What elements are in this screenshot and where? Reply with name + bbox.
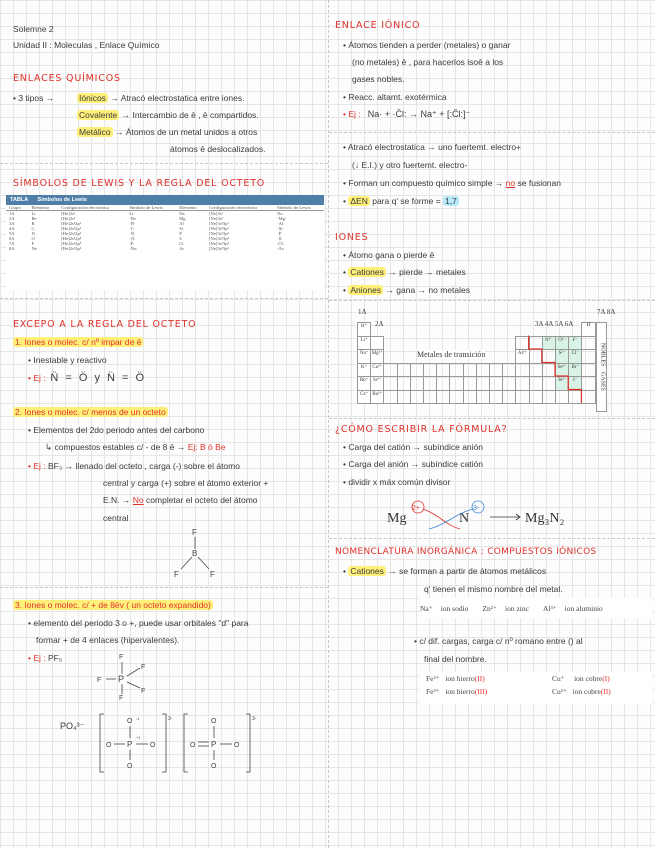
mg3n2-diagram	[385, 495, 595, 535]
n-symbol: N	[459, 511, 470, 526]
lewis-cell: [Ne]3s²3p¹	[209, 221, 229, 226]
group-2a: 2A	[375, 320, 384, 328]
lewis-cell: Na·	[277, 211, 284, 216]
lewis-cell: B	[31, 221, 35, 226]
lewis-cell: 5A	[9, 231, 15, 236]
lewis-cell: Si	[179, 226, 184, 231]
lewis-cell: Mg	[179, 216, 186, 221]
element-cell: H⁺	[357, 322, 371, 337]
periodic-grid	[357, 322, 629, 410]
atom-o: O	[234, 742, 240, 749]
excep-s3b: formar + de 4 enlaces (hipervalentes).	[36, 635, 180, 645]
lewis-col-header: Elemento	[31, 205, 50, 210]
lewis-col-header: Símbolo de Lewis	[129, 205, 163, 210]
excep-s2b: ↳ compuestos estables c/ - de 8 ē → Ej: B ó Be	[45, 442, 226, 452]
ionico-title: ENLACE IÓNICO	[335, 20, 421, 31]
element-cell: Ba²⁺	[370, 390, 384, 405]
ionico-l1: • Átomos tienden a perder (metales) o ganar	[343, 40, 511, 50]
element-cell: Br⁻	[568, 363, 582, 378]
lewis-cell: Ar	[179, 246, 185, 251]
ionico-l5: • Ej : Na· + ·C̈l: → Na⁺ + [:C̈l:]⁻	[343, 109, 471, 119]
nomen-l3: • c/ dif. cargas, carga c/ nº romano entre () al	[414, 636, 583, 646]
lewis-cell: ·Be·	[129, 216, 138, 221]
lewis-cell: Li	[31, 211, 36, 216]
divider	[0, 163, 328, 164]
lewis-cell: ·Ċ·	[129, 226, 136, 231]
enlaces-title: ENLACES QUÍMICOS	[13, 73, 121, 84]
lewis-cell: N	[31, 231, 35, 236]
fe2-row: Fe²⁺ ion hierro(II)	[426, 674, 485, 683]
atom-o: O	[127, 763, 133, 770]
ionico-l6: • Atracó electrostatica → uno fuertemt. electro+	[343, 142, 522, 152]
atom-p: P	[127, 740, 133, 749]
ionico-l8: • Forman un compuesto químico simple → no se fusionan	[343, 178, 561, 188]
element-cell: S²⁻	[555, 349, 569, 364]
noble-label: NOBLES	[599, 342, 606, 367]
excep-s2d: central y carga (+) sobre el átomo exterior +	[103, 478, 269, 488]
lewis-cell: Al	[179, 221, 184, 226]
lewis-cell: [He]2s²2p⁴	[61, 236, 82, 241]
element-cell: F⁻	[568, 336, 582, 351]
lewis-cell: ·S̈:	[277, 236, 283, 241]
lewis-table-body	[6, 205, 324, 251]
excep-s1: 1. Iones o molec. c/ nº impar de ē	[15, 337, 142, 347]
element-cell: Rb⁺	[357, 376, 371, 391]
lewis-cell: [Ne]3s²	[209, 216, 223, 221]
formula-title: ¿CÓMO ESCRIBIR LA FÓRMULA?	[335, 424, 508, 435]
mg-symbol: Mg	[387, 511, 407, 526]
lewis-cell: [Ne]3s¹	[209, 211, 223, 216]
lewis-col-header: Elemento	[179, 205, 197, 210]
atom-f: F	[141, 688, 146, 695]
lewis-cell: [Ne]3s²3p³	[209, 231, 229, 236]
lewis-cell: [Ne]3s²3p²	[209, 226, 229, 231]
lewis-cell: ·Ḃ·	[129, 221, 136, 226]
enlace-metalico-cont: átomos ē deslocalizados.	[170, 144, 266, 154]
lewis-table	[6, 195, 324, 290]
product: Mg₃N₂	[525, 511, 565, 526]
boundary-line	[529, 336, 582, 404]
lewis-cell: [Ne]3s²3p⁶	[209, 246, 230, 251]
ionico-l4: • Reacc. altamt. exotérmica	[343, 92, 447, 102]
lewis-cell: [Ne]3s²3p⁵	[209, 241, 230, 246]
ionico-l3: gases nobles.	[352, 74, 405, 84]
excep-s3c: • Ej : PF₅	[28, 653, 63, 663]
excep-s1a: • Inestable y reactivo	[28, 355, 107, 365]
excep-s3: 3. Iones o molec. c/ + de 8ēv ( un octeto expandido)	[15, 600, 211, 610]
lewis-cell: S	[179, 236, 182, 241]
iones-title: IONES	[335, 232, 369, 243]
enlace-covalente: Covalente → Intercambio de ē , ē compartidos.	[79, 110, 259, 120]
n-charge: 3-	[473, 505, 480, 512]
atom-f: F	[119, 654, 124, 661]
element-cell: Na⁺	[357, 349, 371, 364]
lewis-cell: 2A	[9, 216, 15, 221]
excep-s2e: E.N. → No completar el octeto del átomo	[103, 495, 258, 505]
excep-s2: 2. Iones o molec. c/ menos de un octeto	[15, 407, 166, 417]
divider	[0, 298, 328, 299]
lewis-cell: Li·	[129, 211, 135, 216]
atom-o: O	[211, 718, 217, 725]
formal-charge: +1	[136, 735, 141, 740]
lewis-col-header: Grupo	[9, 205, 21, 210]
lewis-col-header: Símbolo de Lewis	[277, 205, 311, 210]
lewis-cell: [Ne]3s²3p⁴	[209, 236, 230, 241]
lewis-cell: C	[31, 226, 35, 231]
lewis-cell: [He]2s²	[61, 216, 76, 221]
cross-arrow	[423, 509, 460, 529]
bracket	[100, 714, 104, 772]
atom-f: F	[141, 664, 146, 671]
element-cell: Cl⁻	[568, 349, 582, 364]
lewis-cell: ·Mg·	[277, 216, 287, 221]
element-cell: Al³⁺	[515, 349, 529, 364]
header-subject: Solemne 2	[13, 24, 54, 34]
atom-p: P	[211, 740, 217, 749]
bracket	[162, 714, 166, 772]
excep-s2f: central	[103, 513, 129, 523]
lewis-col-header: Configuración electrónica	[61, 205, 110, 210]
formal-charge: -1	[136, 716, 140, 721]
lewis-cell: 4A	[9, 226, 15, 231]
element-cell: Li⁺	[357, 336, 371, 351]
formula-l1: • Carga del catión → subíndice anión	[343, 442, 484, 452]
nomen-l4: final del nombre.	[424, 654, 487, 664]
bond	[127, 682, 140, 688]
lewis-cell: Cl	[179, 241, 184, 246]
enlace-metalico: Metálico → Átomos de un metal unidos a otros	[79, 127, 258, 137]
lewis-cell: [He]2s¹	[61, 211, 76, 216]
ionico-l2: (no metales) ē , para hacerlos isoē a los	[352, 57, 504, 67]
column-divider	[328, 0, 329, 848]
group-7a-8a: 7A 8A	[597, 308, 616, 316]
iones-aniones: • Aniones → gana → no metales	[343, 285, 471, 295]
lewis-cell: ·Ö:	[129, 236, 136, 241]
element-cell: Ca²⁺	[370, 363, 384, 378]
lewis-cell: O	[31, 236, 35, 241]
metal-nonmetal-boundary	[357, 322, 629, 412]
enlace-ionico: Iónicos → Atracó electrostatica entre iones.	[79, 93, 245, 103]
nomen-title: NOMENCLATURA INORGÁNICA : COMPUESTOS IÓNICOS	[335, 547, 597, 557]
iones-cationes: • Cationes → pierde → metales	[343, 267, 466, 277]
bond	[181, 557, 192, 569]
lewis-row	[6, 246, 324, 251]
lewis-cell: Na	[179, 211, 185, 216]
atom-o: O	[106, 742, 112, 749]
lewis-cell: 6A	[9, 236, 15, 241]
element-cell: N³⁻	[542, 336, 556, 351]
excep-s2c: • Ej : BF₃ → llenado del octeto , carga (-) sobre el átomo	[28, 461, 240, 471]
bond	[198, 557, 209, 569]
lewis-cell: [He]2s²2p¹	[61, 221, 82, 226]
lewis-cell: ·Si·	[277, 226, 284, 231]
atom-f: F	[192, 528, 197, 537]
lewis-cell: :C̈l:	[277, 241, 284, 246]
excep-s2a: • Elementos del 2do periodo antes del carbono	[28, 425, 205, 435]
lewis-cell: ·P̈·	[277, 231, 283, 236]
lewis-cell: [He]2s²2p⁶	[61, 246, 82, 251]
formula-l3: • dividir x máx común divisor	[343, 477, 451, 487]
fe3-row: Fe³⁺ ion hierro(III)	[426, 687, 488, 696]
multi-charge-examples	[420, 672, 652, 704]
lewis-col-header: Configuración electrónica	[209, 205, 257, 210]
element-cell: Te²⁻	[555, 376, 569, 391]
bond	[127, 668, 140, 676]
periodic-table	[355, 308, 632, 413]
po4-label: PO₄³⁻	[60, 721, 85, 731]
divider	[0, 587, 328, 588]
atom-f: F	[210, 570, 215, 579]
atom-o: O	[211, 763, 217, 770]
lewis-cell: F	[31, 241, 34, 246]
divider	[329, 538, 655, 539]
lewis-cell: ·N̈·	[129, 231, 136, 236]
header-unit: Unidad II : Moleculas , Enlace Químico	[13, 40, 160, 50]
excep-s1b: • Ej : N̈ = Ö y N̈ = Ö	[28, 372, 147, 384]
element-cell: Mg²⁺	[370, 349, 384, 364]
formula-l2: • Carga del anión → subíndice catión	[343, 459, 484, 469]
element-cell: K⁺	[357, 363, 371, 378]
transition-metals-label: Metales de transición	[417, 350, 486, 359]
element-cell: O²⁻	[555, 336, 569, 351]
lewis-cell: P	[179, 231, 182, 236]
atom-f: F	[119, 695, 124, 700]
lewis-cell: [He]2s²2p⁵	[61, 241, 82, 246]
lewis-title: SÍMBOLOS DE LEWIS Y LA REGLA DEL OCTETO	[13, 178, 266, 189]
lewis-cell: :F̈:	[129, 241, 135, 246]
lewis-cell: Ne	[31, 246, 37, 251]
atom-o: O	[190, 742, 196, 749]
lewis-cell: 7A	[9, 241, 15, 246]
po4-structures	[98, 710, 268, 778]
atom-f: F	[174, 570, 179, 579]
lewis-cell: [He]2s²2p³	[61, 231, 82, 236]
lewis-cell: ·Al·	[277, 221, 285, 226]
lewis-cell: 3A	[9, 221, 15, 226]
divider	[329, 132, 655, 133]
excep-title: EXCEPO A LA REGLA DEL OCTETO	[13, 319, 197, 330]
bracket	[184, 714, 188, 772]
cu2-row: Cu²⁺ ion cobre(II)	[552, 687, 611, 696]
nomen-l1: • Cationes → se forman a partir de átomos metálicos	[343, 566, 547, 576]
mg-charge: 2+	[412, 505, 420, 512]
atom-o: O	[150, 742, 156, 749]
ionico-l7: (↓ E.I.) y otro fuertemt. electro-	[352, 160, 468, 170]
bracket	[246, 714, 250, 772]
cu1-row: Cu⁺ ion cobre(I)	[552, 674, 610, 683]
lewis-cell: 8A	[9, 246, 15, 251]
lewis-cell: 1A	[9, 211, 15, 216]
atom-o: O	[127, 718, 133, 725]
group-3a-6a: 3A 4A 5A 6A	[535, 320, 574, 328]
excep-s3a: • elemento del periodo 3 o +, puede usar orbitales "d" para	[28, 618, 249, 628]
divider	[329, 300, 655, 301]
element-cell: I⁻	[568, 376, 582, 391]
element-cell: H	[581, 322, 595, 337]
ionico-l9: • ΔEN para q' se forme = 1,7	[343, 196, 457, 206]
bf3-structure	[165, 525, 225, 580]
element-cell: Cs⁺	[357, 390, 371, 405]
lewis-cell: Be	[31, 216, 37, 221]
charge: 3-	[168, 716, 173, 722]
lewis-table-header: TABLA Símbolos de Lewis	[6, 195, 324, 205]
element-cell: Sr²⁺	[370, 376, 384, 391]
atom-p: P	[118, 674, 125, 684]
iones-l1: • Átomo gana o pierde ē	[343, 250, 435, 260]
divider	[329, 418, 655, 419]
lewis-cell: :N̈e:	[129, 246, 138, 251]
element-cell: Se²⁻	[555, 363, 569, 378]
lewis-cell: [He]2s²2p²	[61, 226, 82, 231]
nomen-l2: q' tienen el mismo nombre del metal.	[424, 584, 563, 594]
charge: 3-	[252, 716, 257, 722]
cation-examples: Na⁺ ion sodio Zn²⁺ ion zinc Al³⁺ ion aluminio	[420, 598, 652, 618]
gases-label: GASES	[599, 372, 606, 392]
group-1a: 1A	[358, 308, 367, 316]
lewis-cell: :Är:	[277, 246, 285, 251]
atom-f: F	[97, 677, 102, 684]
atom-b: B	[192, 549, 198, 558]
enlaces-lead: • 3 tipos →	[13, 93, 55, 103]
pf5-structure	[92, 648, 162, 700]
